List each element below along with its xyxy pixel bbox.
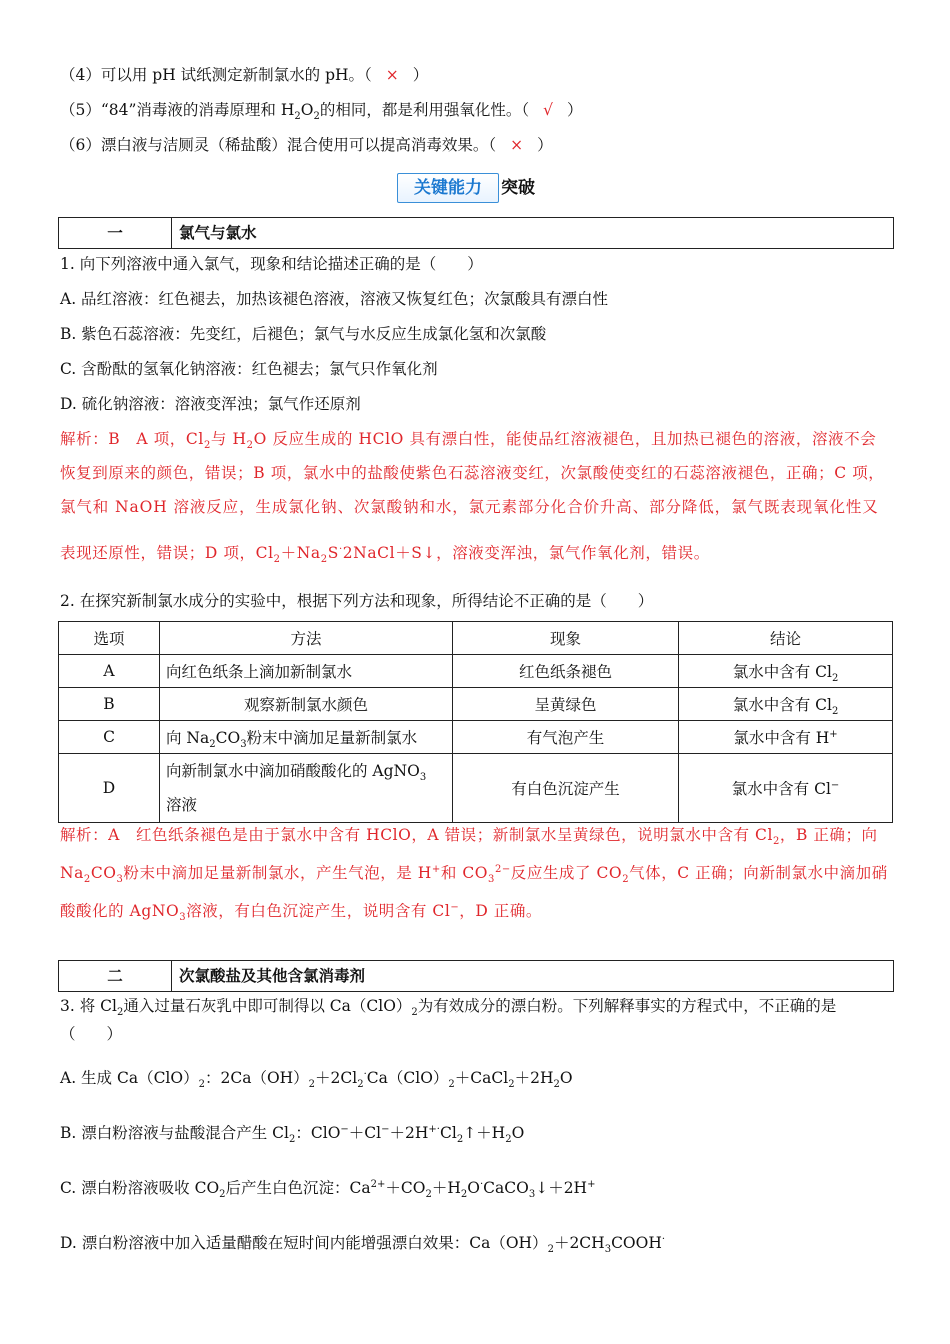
q2-stem: 2. 在探究新制氯水成分的实验中，根据下列方法和现象，所得结论不正确的是（ ）: [60, 592, 654, 610]
q1-answer-line-4: 表现还原性，错误；D 项，$Cl_2+Na_2S^\cdot 2NaCl+S↓$，溶液变浑浊，氯气作氧化剂，错误。: [60, 543, 710, 566]
q3-option-b: B. 漂白粉溶液与盐酸混合产生 $Cl_2$：$ClO^-+Cl^-+2H^{+\cdot}Cl_2↑+H_2O$: [60, 1123, 525, 1146]
q1-option-d: D. 硫化钠溶液：溶液变浑浊；氯气作还原剂: [60, 395, 361, 413]
q3-option-a: A. 生成 $Ca(ClO)_2$：$2Ca(OH)_2+2Cl_2^\cdot Ca(ClO)_2+CaCl_2+2H_2O$: [60, 1068, 573, 1091]
banner-left: 关键能力: [397, 173, 499, 203]
table-row: D 向新制氯水中滴加硝酸酸化的 AgNO$_3$ 溶液 有白色沉淀产生 氯水中含有 Cl−: [59, 754, 893, 823]
table-row: C 向 $Na_2CO_3$粉末中滴加足量新制氯水 有气泡产生 氯水中含有 H+: [59, 721, 893, 754]
q1-answer-line-3: 氯气和 NaOH 溶液反应，生成氯化钠、次氯酸钠和水，氯元素部分化合价升高、部分降低，氯气既表现氧化性又: [60, 498, 879, 516]
q3-stem: 3. 将 $Cl_2$通入过量石灰乳中即可制得以 $Ca(ClO)_2$为有效成分的漂白粉。下列解释事实的方程式中，不正确的是: [60, 997, 837, 1019]
check-mark: √: [543, 101, 554, 119]
table-header-row: [59, 622, 893, 655]
table-row: A 向红色纸条上滴加新制氯水 红色纸条褪色 氯水中含有 $Cl_2$: [59, 655, 893, 688]
q1-stem: 1. 向下列溶液中通入氯气，现象和结论描述正确的是（ ）: [60, 255, 483, 273]
banner-right: 突破: [501, 178, 535, 198]
q3-option-d: D. 漂白粉溶液中加入适量醋酸在短时间内能增强漂白效果：$Ca(OH)_2+2CH_3COOH^\cdot$: [60, 1233, 666, 1256]
header-option: 选项: [59, 622, 160, 655]
q1-answer-line-2: 恢复到原来的颜色，错误；B 项，氯水中的盐酸使紫色石蕊溶液变红，次氯酸使变红的石蕊溶液褪色，正确；C 项，: [60, 464, 885, 482]
section-title: 次氯酸盐及其他含氯消毒剂: [179, 967, 366, 985]
section-number: 二: [59, 961, 172, 991]
header-method: 方法: [160, 622, 453, 655]
section-number: 一: [59, 218, 172, 248]
q1-option-c: C. 含酚酞的氢氧化钠溶液：红色褪去；氯气只作氧化剂: [60, 360, 438, 378]
key-ability-banner: [397, 173, 553, 203]
cross-mark: ×: [510, 136, 524, 154]
section-header-1: [58, 217, 894, 249]
header-conclusion: 结论: [679, 622, 893, 655]
judge-item-5: （5）“84”消毒液的消毒原理和 $H_2O_2$的相同，都是利用强氧化性。（ √ ）: [60, 101, 583, 123]
q1-option-b: B. 紫色石蕊溶液：先变红，后褪色；氯气与水反应生成氯化氢和次氯酸: [60, 325, 547, 343]
q3-option-c: C. 漂白粉溶液吸收 $CO_2$后产生白色沉淀：$Ca^{2+}+CO_2+H_2O^\cdot CaCO_3↓+2H^+$: [60, 1178, 596, 1201]
section-title: 氯气与氯水: [179, 224, 257, 242]
section-header-2: [58, 960, 894, 992]
table-row: B 观察新制氯水颜色 呈黄绿色 氯水中含有 $Cl_2$: [59, 688, 893, 721]
q2-answer-line-2: $Na_2CO_3$粉末中滴加足量新制氯水，产生气泡，是 H+和 $CO_3^{2-}$反应生成了 $CO_2$气体，C 正确；向新制氯水中滴加硝: [60, 863, 888, 886]
header-phenomenon: 现象: [453, 622, 679, 655]
q1-answer-line-1: 解析：B A 项，$Cl_2$与 $H_2O$ 反应生成的 HClO 具有漂白性，能使品红溶液褪色，且加热已褪色的溶液，溶液不会: [60, 430, 877, 452]
judge-item-6: （6）漂白液与洁厕灵（稀盐酸）混合使用可以提高消毒效果。（ × ）: [60, 136, 553, 154]
judge-item-4: （4）可以用 pH 试纸测定新制氯水的 pH。（ × ）: [60, 66, 429, 84]
cross-mark: ×: [385, 66, 399, 84]
q3-stem-line-2: （ ）: [60, 1025, 123, 1043]
q1-option-a: A. 品红溶液：红色褪去，加热该褪色溶液，溶液又恢复红色；次氯酸具有漂白性: [60, 290, 609, 308]
q2-answer-line-3: 酸酸化的 AgNO$_3$溶液，有白色沉淀产生，说明含有 Cl−，D 正确。: [60, 901, 542, 924]
q2-table: [58, 621, 893, 823]
q2-answer-line-1: 解析：A 红色纸条褪色是由于氯水中含有 HClO，A 错误；新制氯水呈黄绿色，说明氯水中含有 $Cl_2$，B 正确；向: [60, 826, 878, 848]
